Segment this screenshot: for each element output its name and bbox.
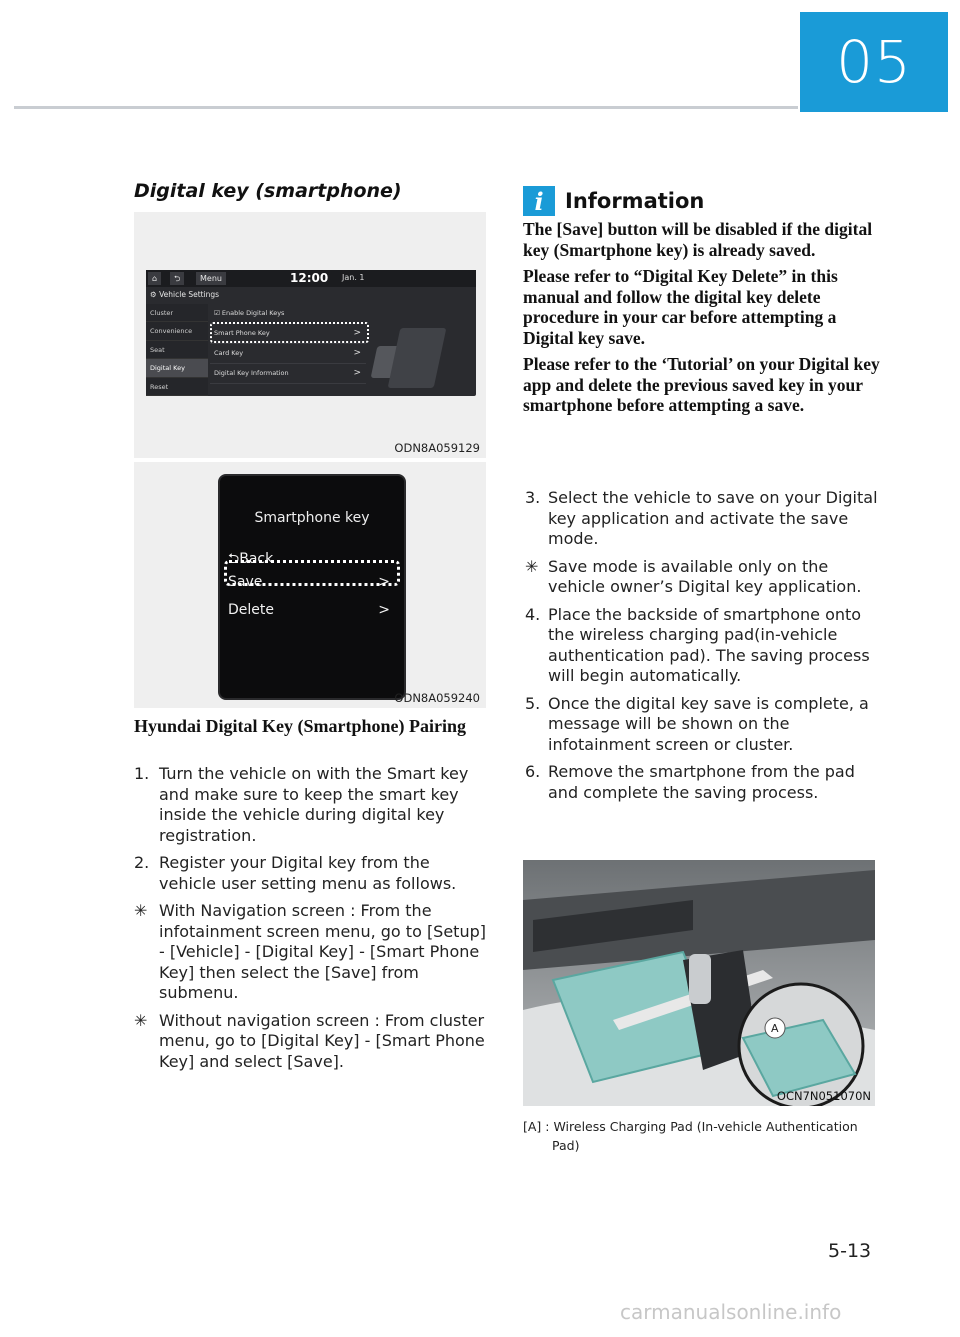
chevron-right-icon: > (378, 574, 390, 590)
highlight-dotted-box (210, 322, 369, 343)
settings-side-menu (146, 304, 208, 396)
figure-code: ODN8A059240 (394, 691, 480, 705)
chevron-right-icon: > (353, 348, 361, 358)
figure-code: OCN7N051070N (776, 1089, 871, 1103)
step-item: 3. Select the vehicle to save on your Digital key application and activate the save mode. (525, 488, 878, 548)
delete-row: Delete > (228, 602, 390, 618)
step-item: 1. Turn the vehicle on with the Smart key and make sure to keep the smart key inside the vehicle during digital key registration. (134, 764, 469, 845)
step-item: 5. Once the digital key save is complete, a message will be shown on the infotainment screen or cluster. (525, 693, 869, 754)
note-item: ✳ Save mode is available only on the vehicle owner’s Digital key application. (525, 556, 862, 596)
menu-item: Card Key > (210, 344, 366, 364)
section-title: Digital key (smartphone) (134, 180, 402, 202)
settings-menu-list (210, 304, 366, 384)
note-item: ✳ Without navigation screen : From cluster menu, go to [Digital Key] - [Smart Phone Key] and select [Save]. (134, 1010, 485, 1071)
watermark: carmanualsonline.info (620, 1300, 842, 1324)
side-item: Reset (146, 378, 208, 396)
figure-caption: [A] : Wireless Charging Pad (In-vehicle Authentication Pad) (523, 1119, 858, 1153)
back-arrow-icon: ⮌ (228, 551, 240, 567)
checkbox-icon: ☑ (214, 309, 222, 317)
cluster-screen (218, 474, 406, 700)
chapter-number: 05 (800, 12, 948, 112)
save-steps (523, 488, 883, 810)
menu-button: Menu (196, 272, 226, 285)
screen-title: ⚙ Vehicle Settings (150, 290, 220, 299)
figure-infotainment (134, 212, 486, 458)
cluster-title: Smartphone key (254, 510, 370, 526)
information-body (523, 219, 883, 422)
info-icon: i (523, 186, 555, 216)
step-item: 6. Remove the smartphone from the pad and complete the saving process. (525, 762, 855, 802)
home-icon: ⌂ (148, 272, 161, 285)
date: Jan. 1 (342, 273, 365, 282)
callout-label: A (771, 1022, 779, 1035)
pairing-title: Hyundai Digital Key (Smartphone) Pairing (134, 716, 467, 736)
chevron-right-icon: > (353, 328, 361, 338)
note-item: ✳ With Navigation screen : From the infotainment screen menu, go to [Setup] - [Vehicle] - [Digital Key] - [Smart Phone Key] then select the [Save] from submenu. (134, 901, 486, 1002)
gear-icon: ⚙ (150, 290, 160, 299)
info-paragraph: The [Save] button will be disabled if the digital key (Smartphone key) is already saved. (523, 219, 873, 260)
clock: 12:00 (290, 271, 329, 285)
information-label: Information (565, 189, 705, 213)
side-item: Convenience (146, 322, 208, 340)
chevron-right-icon: > (353, 368, 361, 378)
highlight-dotted-box (224, 560, 400, 586)
side-item-active: Digital Key (146, 359, 208, 377)
menu-item: Smart Phone Key > (210, 324, 366, 344)
back-row: ⮌Back (228, 551, 274, 567)
step-item: 2. Register your Digital key from the vehicle user setting menu as follows. (134, 853, 457, 893)
info-paragraph: Please refer to the ‘Tutorial’ on your Digital key app and delete the previous saved key in your smartphone before attempting a save. (523, 354, 880, 415)
pairing-steps (134, 764, 490, 1079)
step-item: 4. Place the backside of smartphone onto the wireless charging pad(in-vehicle authentication pad). The saving process will begin automatically. (525, 604, 870, 685)
header-rule (14, 106, 798, 109)
side-item: Seat (146, 341, 208, 359)
infotainment-screen (146, 270, 476, 396)
save-row: Save > (228, 574, 390, 590)
figure-cluster (134, 462, 486, 708)
menu-item: ☑ Enable Digital Keys (210, 304, 366, 324)
back-icon: ⮌ (170, 272, 184, 285)
info-paragraph: Please refer to “Digital Key Delete” in this manual and follow the digital key delete procedure in your car before attempting a Digital key save. (523, 266, 838, 348)
information-header (523, 186, 704, 216)
chevron-right-icon: > (378, 602, 390, 618)
charging-pad-illustration (523, 860, 875, 1106)
figure-charging-pad (523, 860, 875, 1106)
page-number: 5-13 (828, 1240, 872, 1262)
side-item: Cluster (146, 304, 208, 322)
figure-code: ODN8A059129 (394, 441, 480, 455)
menu-item: Digital Key Information > (210, 364, 366, 384)
phone-illustration (388, 328, 447, 388)
